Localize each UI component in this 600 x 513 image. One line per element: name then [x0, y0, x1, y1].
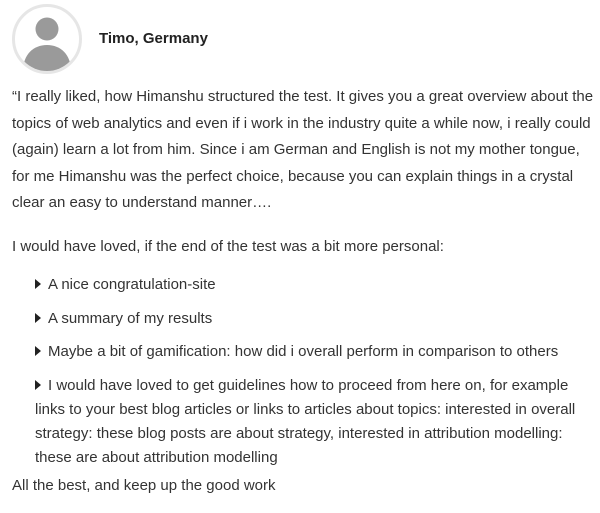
list-item-text: Maybe a bit of gamification: how did i overall perform in comparison to others — [48, 343, 559, 360]
list-item-text: I would have loved to get guidelines how to proceed from here on, for example links to your best blog articles or links to articles about topics: interested in overall strategy: these blog posts are about strategy, interested in attribution modelling: these are about attribution modelling — [35, 376, 576, 466]
list-item — [35, 340, 595, 364]
triangle-bullet-icon — [35, 313, 41, 323]
triangle-bullet-icon — [35, 346, 41, 356]
list-item-text: A nice congratulation-site — [48, 276, 216, 293]
person-silhouette-icon — [15, 7, 79, 71]
author-name: Timo, Germany — [99, 29, 208, 47]
list-item — [35, 273, 595, 297]
suggestion-list — [12, 273, 597, 470]
quote-text: “I really liked, how Himanshu structured the test. It gives you a great overview about the topics of web analytics and even if i work in the industry quite a while now, i really could (again) learn a lot from him. Since i am German and English is not my mother tongue, for me Himanshu was the perfect choice, because you can explain things in a crystal clear an easy to understand manner…. — [12, 88, 594, 211]
triangle-bullet-icon — [35, 380, 41, 390]
avatar — [12, 4, 82, 74]
list-item — [35, 374, 595, 470]
testimonial-body — [12, 84, 597, 500]
wish-intro-text: I would have loved, if the end of the test was a bit more personal: — [12, 237, 444, 255]
closing-text: All the best, and keep up the good work — [12, 477, 276, 494]
list-item — [35, 307, 595, 331]
triangle-bullet-icon — [35, 279, 41, 289]
testimonial-header — [12, 4, 208, 74]
list-item-text: A summary of my results — [48, 309, 213, 327]
